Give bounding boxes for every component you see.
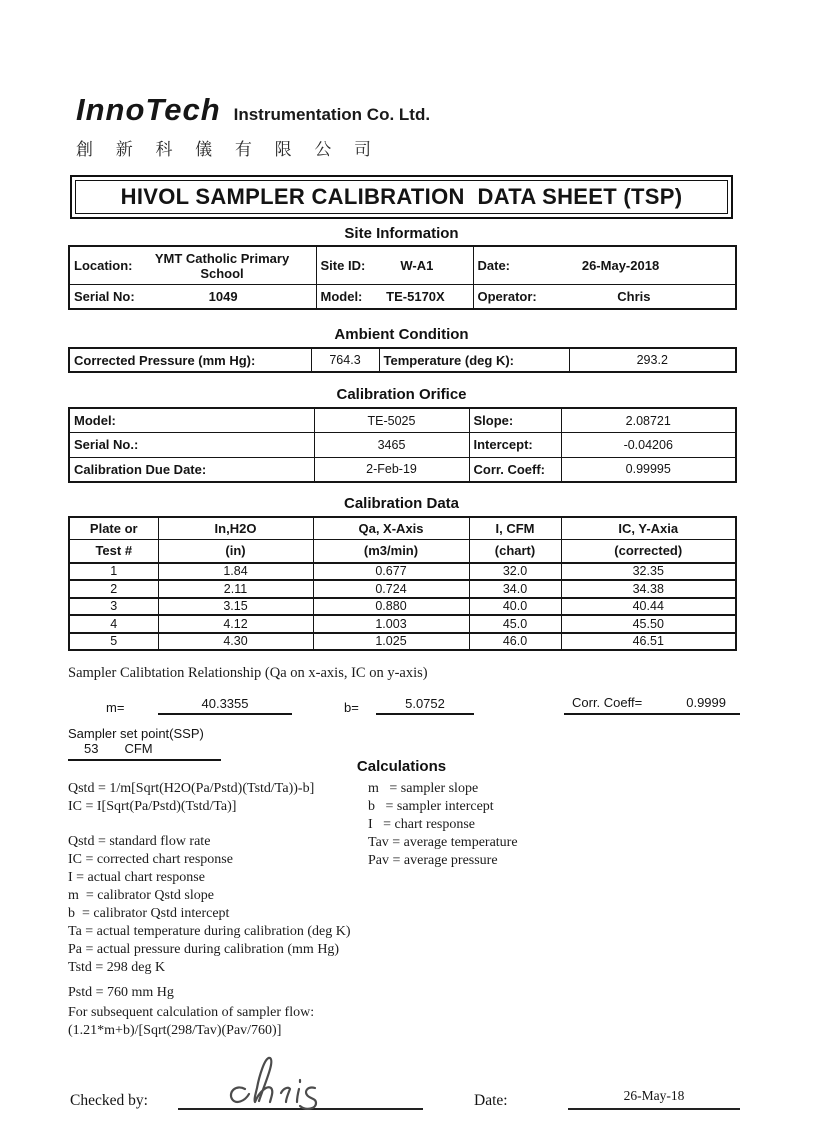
table-cell: 5 <box>69 633 158 651</box>
signoff-date-label: Date: <box>474 1092 508 1109</box>
table-cell: 0.880 <box>313 598 469 616</box>
orifice-intercept-value: -0.04206 <box>561 433 736 458</box>
table-row <box>69 246 736 284</box>
calculations-left-column <box>68 780 368 1040</box>
operator-label: Operator: <box>477 288 537 304</box>
table-cell: 1.003 <box>313 615 469 633</box>
table-row <box>69 563 736 581</box>
definition-line: Tstd = 298 deg K <box>68 960 166 975</box>
site-information-table <box>68 245 737 310</box>
sampler-set-point-row <box>68 726 735 756</box>
table-row <box>69 457 736 482</box>
orifice-due-date-label: Calibration Due Date: <box>69 457 314 482</box>
definition-line: b = calibrator Qstd intercept <box>68 906 230 921</box>
calibration-orifice-heading: Calibration Orifice <box>336 386 467 403</box>
pressure-value: 764.3 <box>311 348 379 372</box>
b-label: b= <box>344 700 359 715</box>
column-subheader: Test # <box>69 540 158 563</box>
table-row <box>69 633 736 651</box>
calculations-heading: Calculations <box>356 758 447 775</box>
table-cell: 4.12 <box>158 615 313 633</box>
corr-coeff-value: 0.9999 <box>686 695 726 710</box>
corr-coeff-group <box>564 695 740 715</box>
orifice-due-date-value: 2-Feb-19 <box>314 457 469 482</box>
column-header: Plate or <box>69 517 158 540</box>
header-row <box>69 517 736 540</box>
table-cell: 2.11 <box>158 580 313 598</box>
orifice-slope-label: Slope: <box>469 408 561 433</box>
definition-line: Ta = actual temperature during calibration (deg K) <box>68 924 351 939</box>
column-header: IC, Y-Axia <box>561 517 736 540</box>
table-row <box>69 348 736 372</box>
document-title-inner-border <box>75 180 728 214</box>
table-row <box>69 408 736 433</box>
corr-coeff-label: Corr. Coeff= <box>572 695 643 710</box>
date-cell <box>473 246 736 284</box>
definition-line: Pa = actual pressure during calibration (mm Hg) <box>68 942 340 957</box>
company-logo-text: InnoTech <box>76 92 221 127</box>
calibration-data-heading: Calibration Data <box>343 494 460 512</box>
company-name-chinese: 創 新 科 儀 有 限 公 司 <box>76 140 381 159</box>
column-subheader: (in) <box>158 540 313 563</box>
location-label: Location: <box>74 257 133 273</box>
operator-value: Chris <box>617 288 651 304</box>
serial-no-label: Serial No: <box>74 288 135 304</box>
checked-by-label: Checked by: <box>70 1092 148 1109</box>
table-cell: 0.724 <box>313 580 469 598</box>
calibration-orifice-table <box>68 407 737 483</box>
company-header <box>68 92 735 160</box>
orifice-model-value: TE-5025 <box>314 408 469 433</box>
flow-formula-line: (1.21*m+b)/[Sqrt(298/Tav)(Pav/760)] <box>68 1023 282 1038</box>
definitions-list <box>68 833 368 977</box>
orifice-model-label: Model: <box>69 408 314 433</box>
header-row <box>69 540 736 563</box>
document-title: HIVOL SAMPLER CALIBRATION DATA SHEET (TSP) <box>120 184 683 209</box>
table-row <box>69 615 736 633</box>
b-value: 5.0752 <box>376 696 474 715</box>
serial-no-value: 1049 <box>208 288 238 304</box>
column-subheader: (m3/min) <box>313 540 469 563</box>
definition-line: IC = corrected chart response <box>68 852 233 867</box>
definition-line: I = chart response <box>368 817 476 832</box>
signature-handwriting <box>223 1053 398 1115</box>
orifice-slope-value: 2.08721 <box>561 408 736 433</box>
table-cell: 3.15 <box>158 598 313 616</box>
site-id-value: W-A1 <box>400 257 434 273</box>
calibration-data-table <box>68 516 737 652</box>
table-row <box>69 284 736 309</box>
table-row <box>69 598 736 616</box>
page-content <box>68 0 735 1110</box>
table-cell: 1 <box>69 563 158 581</box>
site-id-cell <box>316 246 473 284</box>
table-cell: 45.50 <box>561 615 736 633</box>
relationship-values-row <box>68 689 735 715</box>
table-cell: 32.0 <box>469 563 561 581</box>
definition-line: Tav = average temperature <box>368 835 518 850</box>
definition-line: I = actual chart response <box>68 870 205 885</box>
table-row <box>69 580 736 598</box>
calculations-right-column <box>368 780 668 1040</box>
table-cell: 1.025 <box>313 633 469 651</box>
table-cell: 4.30 <box>158 633 313 651</box>
document-title-box <box>70 175 733 219</box>
definition-line: m = sampler slope <box>368 781 479 796</box>
table-cell: 0.677 <box>313 563 469 581</box>
location-cell <box>69 246 316 284</box>
orifice-serial-value: 3465 <box>314 433 469 458</box>
signature-line <box>178 1104 423 1110</box>
signoff-row <box>68 1076 735 1110</box>
table-cell: 1.84 <box>158 563 313 581</box>
table-cell: 46.0 <box>469 633 561 651</box>
orifice-corr-coeff-label: Corr. Coeff: <box>469 457 561 482</box>
table-cell: 2 <box>69 580 158 598</box>
column-header: In,H2O <box>158 517 313 540</box>
table-cell: 34.38 <box>561 580 736 598</box>
temperature-label: Temperature (deg K): <box>379 348 569 372</box>
column-header: I, CFM <box>469 517 561 540</box>
site-information-heading: Site Information <box>344 225 459 242</box>
location-value: YMT Catholic Primary School <box>154 250 290 281</box>
site-id-label: Site ID: <box>320 257 366 273</box>
table-cell: 45.0 <box>469 615 561 633</box>
table-cell: 46.51 <box>561 633 736 651</box>
flow-note-line: For subsequent calculation of sampler flow: <box>68 1005 315 1020</box>
sampler-set-point-label: Sampler set point(SSP) <box>68 726 204 741</box>
serial-no-cell <box>69 284 316 309</box>
table-row <box>69 433 736 458</box>
model-cell <box>316 284 473 309</box>
sampler-flow-note <box>68 984 368 1040</box>
orifice-intercept-label: Intercept: <box>469 433 561 458</box>
operator-cell <box>473 284 736 309</box>
date-value: 26-May-2018 <box>581 257 660 273</box>
model-label: Model: <box>320 288 363 304</box>
signoff-date-value: 26-May-18 <box>568 1088 740 1110</box>
m-value: 40.3355 <box>158 696 292 715</box>
ambient-condition-table <box>68 347 737 373</box>
orifice-serial-label: Serial No.: <box>69 433 314 458</box>
definition-line: m = calibrator Qstd slope <box>68 888 214 903</box>
definition-line: b = sampler intercept <box>368 799 494 814</box>
column-header: Qa, X-Axis <box>313 517 469 540</box>
definition-line: Pav = average pressure <box>368 853 498 868</box>
company-suffix: Instrumentation Co. Ltd. <box>233 105 431 124</box>
relationship-heading: Sampler Calibtation Relationship (Qa on x-axis, IC on y-axis) <box>68 665 428 681</box>
column-subheader: (corrected) <box>561 540 736 563</box>
model-value: TE-5170X <box>386 288 445 304</box>
table-cell: 34.0 <box>469 580 561 598</box>
definition-line: Qstd = standard flow rate <box>68 834 211 849</box>
table-cell: 4 <box>69 615 158 633</box>
column-subheader: (chart) <box>469 540 561 563</box>
table-cell: 40.44 <box>561 598 736 616</box>
table-cell: 32.35 <box>561 563 736 581</box>
ambient-condition-heading: Ambient Condition <box>334 326 469 343</box>
temperature-value: 293.2 <box>569 348 736 372</box>
m-label: m= <box>106 700 125 715</box>
table-cell: 40.0 <box>469 598 561 616</box>
date-label: Date: <box>477 257 511 273</box>
formula-ic: IC = I[Sqrt(Pa/Pstd)(Tstd/Ta)] <box>68 799 237 814</box>
company-name-line <box>68 92 735 128</box>
formula-qstd: Qstd = 1/m[Sqrt(H2O(Pa/Pstd)(Tstd/Ta))-b] <box>68 781 315 796</box>
definition-line: Pstd = 760 mm Hg <box>68 985 174 1000</box>
table-cell: 3 <box>69 598 158 616</box>
pressure-label: Corrected Pressure (mm Hg): <box>69 348 311 372</box>
calculations-columns <box>68 780 735 1040</box>
sampler-set-point-group <box>68 741 221 761</box>
sampler-set-point-unit: CFM <box>124 741 153 756</box>
sampler-set-point-value: 53 <box>84 741 99 756</box>
orifice-corr-coeff-value: 0.99995 <box>561 457 736 482</box>
